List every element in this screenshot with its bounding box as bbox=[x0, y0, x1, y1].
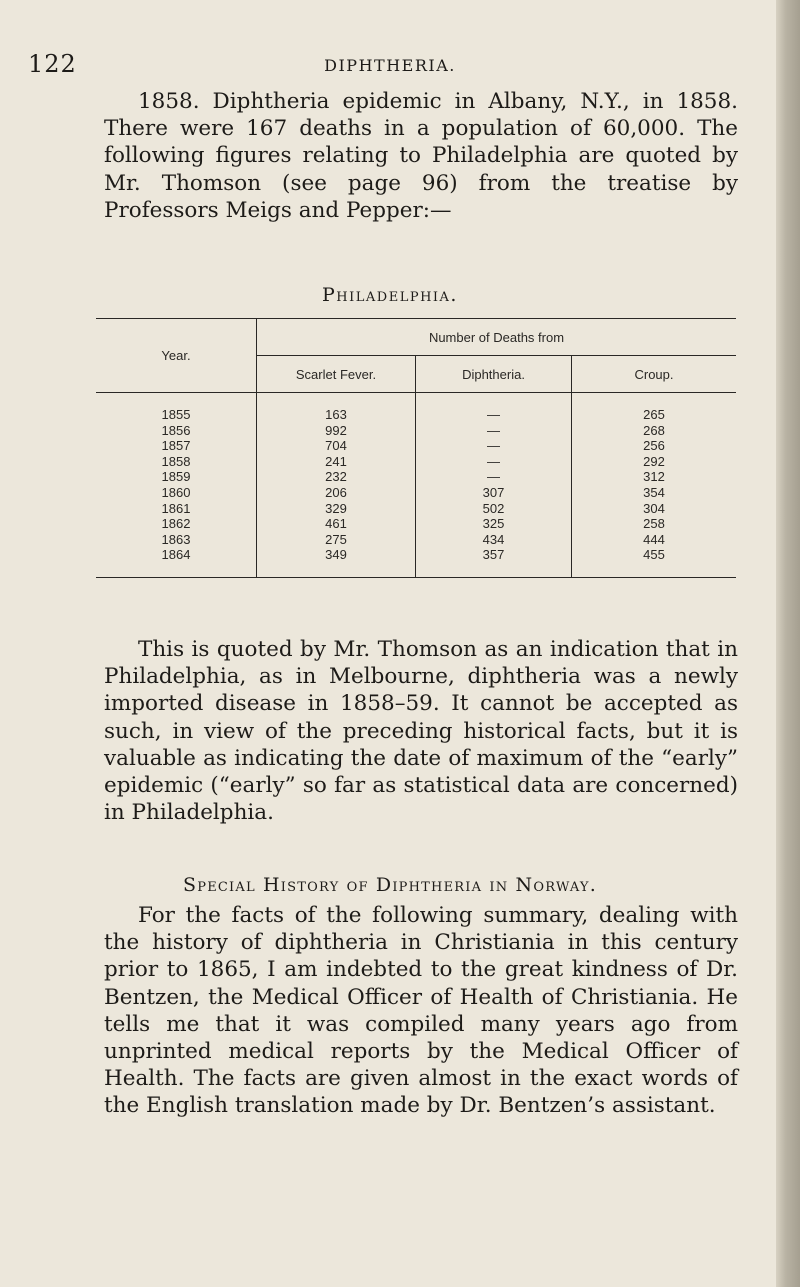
year-cell: 1864 bbox=[161, 547, 191, 563]
croup-cell: 258 bbox=[572, 516, 737, 532]
scarlet-fever-column-header: Scarlet Fever. bbox=[257, 356, 416, 393]
year-cell: 1859 bbox=[161, 469, 191, 485]
intro-paragraph: 1858. Diphtheria epidemic in Albany, N.Y., in 1858. There were 167 deaths in a population of 60,000. The following figures relating to Philadelphia are quoted by Mr. Thomson (see page 96) from the treatise by Professors Meigs and Pepper:— bbox=[104, 89, 738, 223]
year-cell: 1855 bbox=[161, 407, 191, 422]
scarlet-fever-cell: 992 bbox=[257, 423, 416, 439]
page-edge-shadow bbox=[776, 0, 800, 1287]
croup-column-header: Croup. bbox=[572, 356, 737, 393]
table-row bbox=[96, 516, 736, 532]
running-head: DIPHTHERIA. bbox=[324, 56, 456, 75]
year-cell: 1861 bbox=[161, 500, 191, 516]
commentary-paragraph: This is quoted by Mr. Thomson as an indication that in Philadelphia, as in Melbourne, diphtheria was a newly imported disease in 1858–59. It cannot be accepted as such, in view of the preceding historical facts, but it is valuable as indicating the date of maximum of the “early” epidemic (“early” so far as statistical data are concerned) in Philadelphia. bbox=[104, 637, 738, 826]
norway-history-paragraph: For the facts of the following summary, dealing with the history of diphtheria in Christiania in this century prior to 1865, I am indebted to the great kindness of Dr. Bentzen, the Medical Officer of Health of Christiania. He tells me that it was compiled many years ago from unprinted medical reports by the Medical Officer of Health. The facts are given almost in the exact words of the English translation made by Dr. Bentzen’s assistant. bbox=[104, 903, 738, 1119]
croup-cell: 265 bbox=[572, 393, 737, 423]
year-cell: 1863 bbox=[161, 531, 191, 547]
croup-cell: 256 bbox=[572, 438, 737, 454]
table-row bbox=[96, 438, 736, 454]
deaths-table bbox=[96, 318, 736, 578]
scarlet-fever-cell: 232 bbox=[257, 469, 416, 485]
table-header-row bbox=[96, 319, 736, 356]
scarlet-fever-cell: 275 bbox=[257, 532, 416, 548]
year-cell: 1856 bbox=[161, 422, 191, 438]
diphtheria-cell: 434 bbox=[416, 532, 572, 548]
diphtheria-cell: 502 bbox=[416, 501, 572, 517]
scarlet-fever-cell: 704 bbox=[257, 438, 416, 454]
diphtheria-cell: 357 bbox=[416, 547, 572, 577]
croup-cell: 304 bbox=[572, 501, 737, 517]
croup-cell: 444 bbox=[572, 532, 737, 548]
diphtheria-cell: 325 bbox=[416, 516, 572, 532]
diphtheria-cell: — bbox=[416, 469, 572, 485]
scarlet-fever-cell: 241 bbox=[257, 454, 416, 470]
year-cell: 1862 bbox=[161, 516, 191, 532]
table-body bbox=[96, 393, 736, 578]
table-title: Philadelphia. bbox=[322, 284, 458, 306]
table-row bbox=[96, 532, 736, 548]
croup-cell: 354 bbox=[572, 485, 737, 501]
croup-cell: 312 bbox=[572, 469, 737, 485]
table-row bbox=[96, 469, 736, 485]
scarlet-fever-cell: 349 bbox=[257, 547, 416, 577]
year-cell: 1857 bbox=[161, 438, 191, 454]
year-column-header: Year. bbox=[161, 348, 191, 363]
scarlet-fever-cell: 461 bbox=[257, 516, 416, 532]
diphtheria-cell: — bbox=[416, 454, 572, 470]
diphtheria-column-header: Diphtheria. bbox=[416, 356, 572, 393]
table-row bbox=[96, 547, 736, 577]
croup-cell: 268 bbox=[572, 423, 737, 439]
diphtheria-cell: — bbox=[416, 438, 572, 454]
year-cell: 1858 bbox=[161, 453, 191, 469]
page-header bbox=[0, 42, 780, 82]
scarlet-fever-cell: 206 bbox=[257, 485, 416, 501]
table-row bbox=[96, 393, 736, 423]
table-row bbox=[96, 454, 736, 470]
croup-cell: 455 bbox=[572, 547, 737, 577]
table-row bbox=[96, 423, 736, 439]
croup-cell: 292 bbox=[572, 454, 737, 470]
scarlet-fever-cell: 163 bbox=[257, 393, 416, 423]
table-row bbox=[96, 501, 736, 517]
deaths-group-header: Number of Deaths from bbox=[257, 319, 737, 356]
diphtheria-cell: 307 bbox=[416, 485, 572, 501]
scarlet-fever-cell: 329 bbox=[257, 501, 416, 517]
diphtheria-cell: — bbox=[416, 423, 572, 439]
diphtheria-cell: — bbox=[416, 393, 572, 423]
table-row bbox=[96, 485, 736, 501]
section-heading: Special History of Diphtheria in Norway. bbox=[183, 874, 597, 896]
year-cell: 1860 bbox=[161, 484, 191, 500]
page-number: 122 bbox=[28, 50, 77, 78]
